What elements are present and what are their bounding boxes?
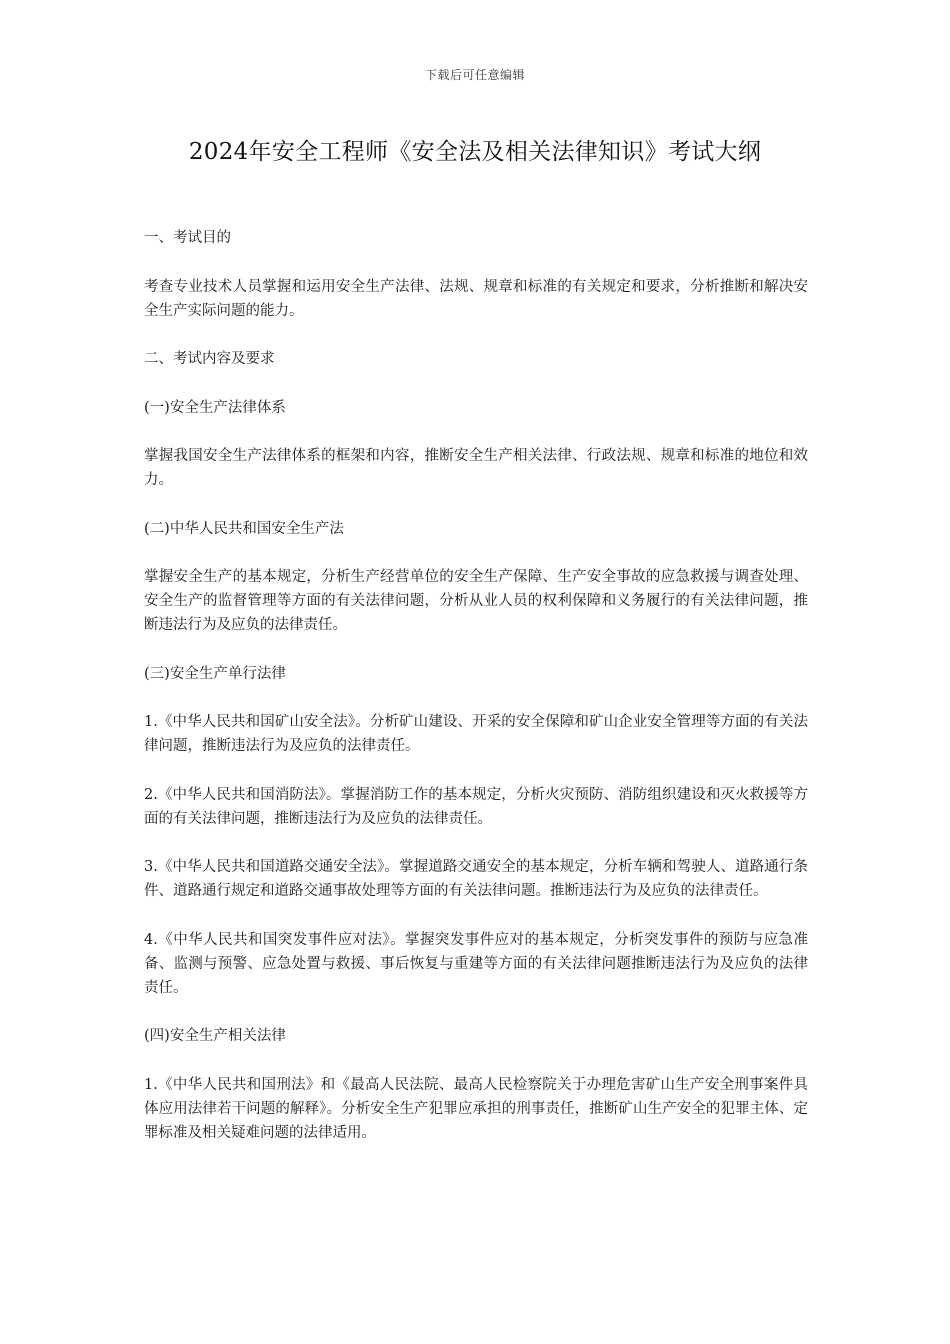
subheading-legal-system: (一)安全生产法律体系	[144, 399, 286, 416]
subheading-single-laws: (三)安全生产单行法律	[144, 665, 286, 682]
subheading-work-safety-law: (二)中华人民共和国安全生产法	[144, 520, 344, 537]
paragraph-mine-safety-law: 1.《中华人民共和国矿山安全法》。分析矿山建设、开采的安全保障和矿山企业安全管理等方面的有关法律问题，推断违法行为及应负的法律责任。	[144, 714, 808, 754]
subheading-related-laws: (四)安全生产相关法律	[144, 1028, 286, 1044]
section-heading-exam-content: 二、考试内容及要求	[144, 351, 275, 367]
paragraph-legal-system: 掌握我国安全生产法律体系的框架和内容，推断安全生产相关法律、行政法规、规章和标准的地位和效力。	[144, 448, 808, 488]
page-title: 2024年安全工程师《安全法及相关法律知识》考试大纲	[188, 139, 762, 165]
document-body	[144, 226, 808, 1169]
paragraph-emergency-response-law: 4.《中华人民共和国突发事件应对法》。掌握突发事件应对的基本规定，分析突发事件的预防与应急准备、监测与预警、应急处置与救援、事后恢复与重建等方面的有关法律问题推断违法行为及应负的法律责任。	[144, 931, 808, 996]
paragraph-road-traffic-law: 3.《中华人民共和国道路交通安全法》。掌握道路交通安全的基本规定，分析车辆和驾驶人、道路通行条件、道路通行规定和道路交通事故处理等方面的有关法律问题。推断违法行为及应负的法律责任。	[144, 859, 808, 899]
paragraph-work-safety-law: 掌握安全生产的基本规定，分析生产经营单位的安全生产保障、生产安全事故的应急救援与调查处理、安全生产的监督管理等方面的有关法律问题，分析从业人员的权利保障和义务履行的有关法律问题，推断违法行为及应负的法律责任。	[144, 569, 808, 633]
paragraph-criminal-law: 1.《中华人民共和国刑法》和《最高人民法院、最高人民检察院关于办理危害矿山生产安全刑事案件具体应用法律若干问题的解释》。分析安全生产犯罪应承担的刑事责任，推断矿山生产安全的犯罪主体、定罪标准及相关疑难问题的法律适用。	[144, 1076, 808, 1141]
paragraph-fire-protection-law: 2.《中华人民共和国消防法》。掌握消防工作的基本规定，分析火灾预防、消防组织建设和灭火救援等方面的有关法律问题，推断违法行为及应负的法律责任。	[144, 786, 808, 827]
paragraph-exam-purpose: 考查专业技术人员掌握和运用安全生产法律、法规、规章和标准的有关规定和要求，分析推断和解决安全生产实际问题的能力。	[144, 278, 808, 319]
section-heading-exam-purpose: 一、考试目的	[144, 230, 231, 246]
download-note: 下载后可任意编辑	[424, 68, 525, 82]
